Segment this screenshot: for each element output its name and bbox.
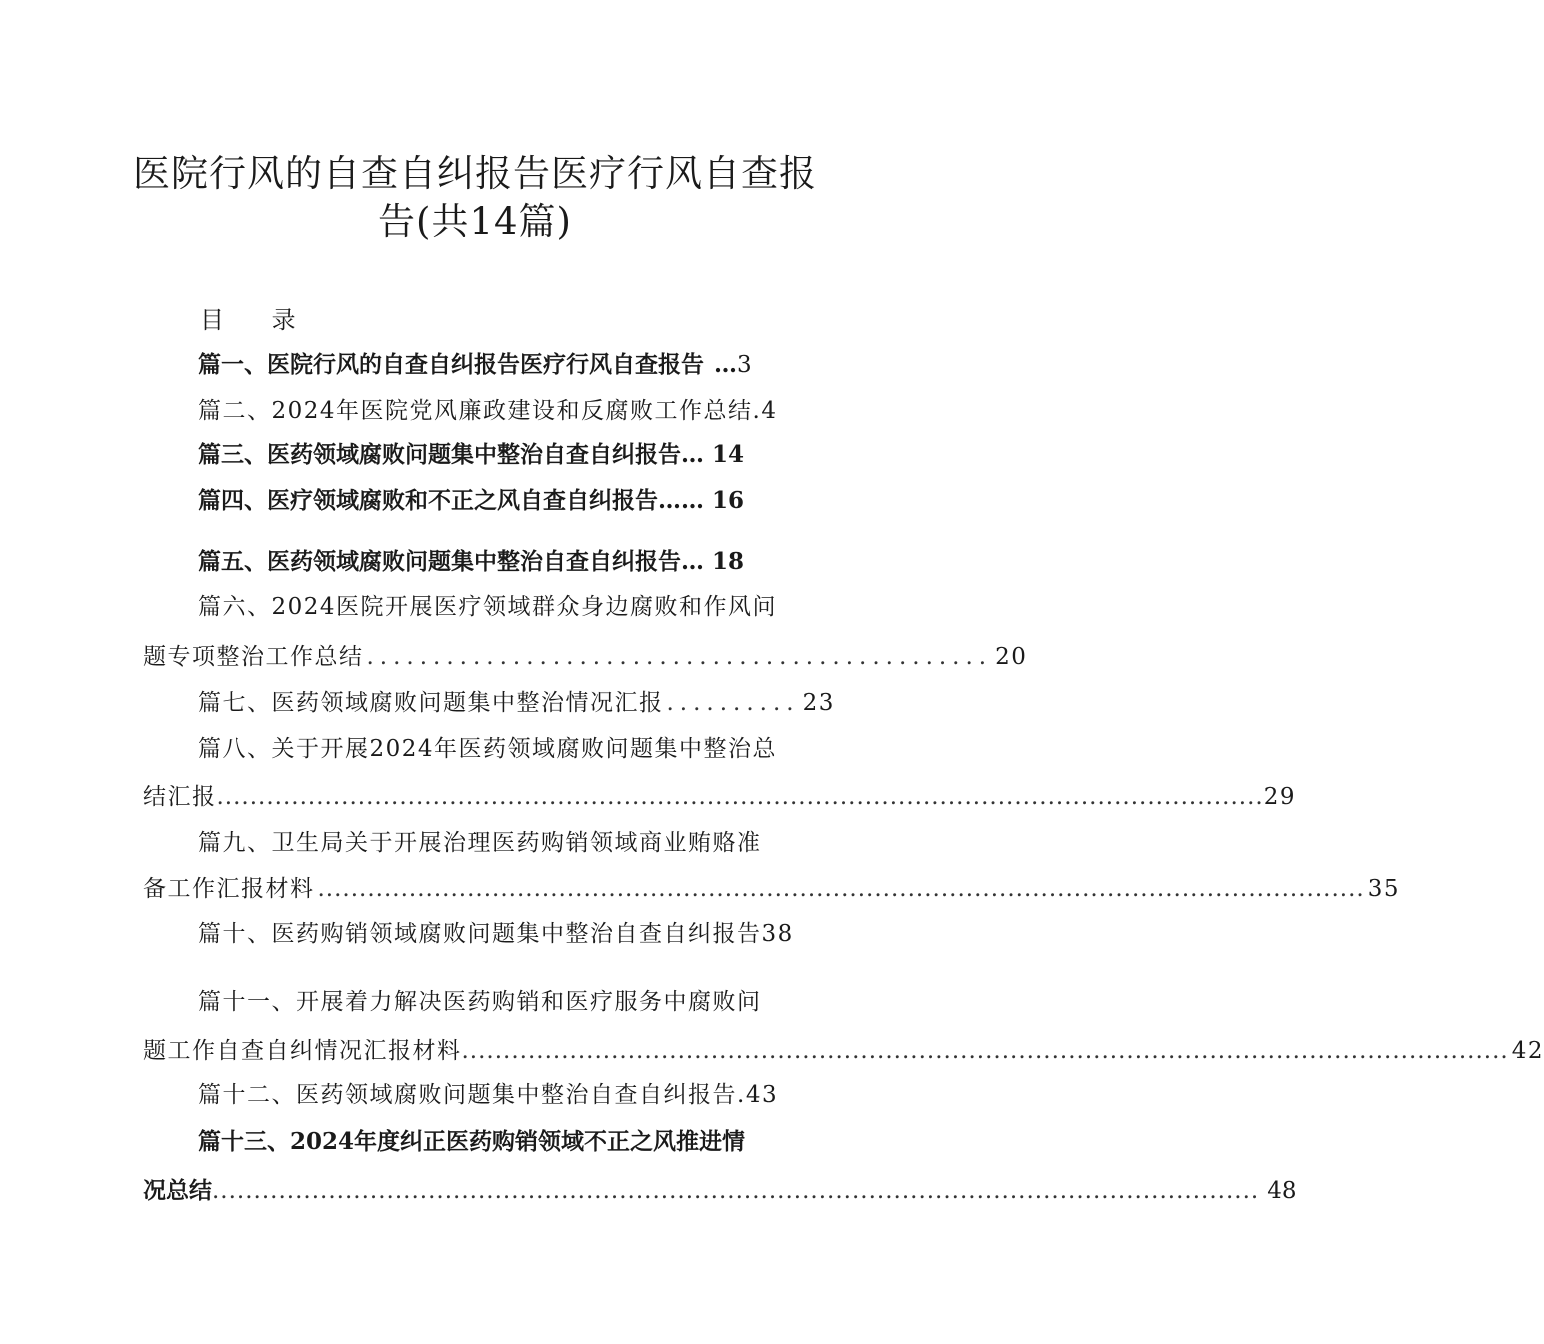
toc-entry-title: 篇九、卫生局关于开展治理医药购销领域商业贿赂准 [198, 830, 762, 856]
toc-entry-6-line-2[interactable] [143, 640, 1028, 674]
toc-entry-page: 20 [995, 644, 1028, 670]
toc-entry-ellipsis: . [752, 398, 762, 424]
toc-entry-5[interactable] [198, 545, 802, 579]
toc-entry-13-line-2[interactable] [143, 1174, 1297, 1208]
toc-entry-page: 14 [712, 441, 745, 468]
toc-entry-8-line-1[interactable] [198, 732, 818, 766]
toc-leader-dots: .......... [666, 690, 800, 716]
toc-entry-page: 38 [761, 921, 794, 947]
toc-entry-title-cont: 备工作汇报材料 [143, 876, 315, 902]
toc-leader-dots: .............................................................................................................................. [212, 1178, 1260, 1204]
toc-leader-dots: .............................................................................................................................. [216, 784, 1264, 810]
toc-entry-page: 3 [737, 352, 752, 378]
toc-entry-title-cont: 结汇报 [143, 784, 217, 810]
toc-entry-title: 篇十一、开展着力解决医药购销和医疗服务中腐败问 [198, 989, 762, 1015]
toc-entry-title: 篇一、医院行风的自查自纠报告医疗行风自查报告 [198, 351, 704, 378]
toc-entry-page: 29 [1263, 784, 1296, 810]
toc-entry-page: 16 [712, 487, 745, 514]
toc-entry-ellipsis: … [681, 441, 704, 468]
document-title-line-1: 医院行风的自查自纠报告医疗行风自查报 [133, 152, 817, 195]
toc-entry-title: 篇五、医药领域腐败问题集中整治自查自纠报告 [198, 548, 681, 575]
toc-entry-11-line-1[interactable] [198, 985, 818, 1019]
toc-entry-title-cont: 题专项整治工作总结 [143, 644, 364, 670]
toc-leader-dots: .............................................................................................................................. [317, 876, 1365, 902]
toc-entry-title: 篇八、关于开展2024年医药领域腐败问题集中整治总 [198, 736, 778, 762]
toc-entry-9-line-1[interactable] [198, 826, 818, 860]
toc-entry-title: 篇七、医药领域腐败问题集中整治情况汇报 [198, 690, 664, 716]
toc-entry-title: 篇十二、医药领域腐败问题集中整治自查自纠报告 [198, 1082, 737, 1108]
toc-entry-ellipsis: … [681, 548, 704, 575]
toc-entry-ellipsis: … [714, 351, 737, 378]
toc-entry-page: 4 [761, 398, 778, 424]
toc-entry-title: 篇六、2024医院开展医疗领域群众身边腐败和作风问 [198, 594, 778, 620]
toc-entry-8-line-2[interactable] [143, 780, 1296, 814]
toc-entry-page: 18 [712, 548, 745, 575]
toc-entry-9-line-2[interactable] [143, 872, 1400, 906]
toc-entry-ellipsis: . [737, 1082, 746, 1108]
toc-entry-title: 篇十、医药购销领域腐败问题集中整治自查自纠报告 [198, 921, 762, 947]
toc-entry-1[interactable] [198, 348, 802, 382]
toc-entry-page: 48 [1267, 1178, 1297, 1204]
toc-entry-4[interactable] [198, 484, 802, 518]
toc-entry-page: 43 [745, 1082, 779, 1108]
toc-leader-dots: ............................................... [366, 644, 993, 670]
toc-entry-title: 篇十三、2024年度纠正医药购销领域不正之风推进情 [198, 1128, 746, 1155]
toc-entry-title-cont: 况总结 [143, 1177, 212, 1204]
toc-entry-13-line-1[interactable] [198, 1125, 818, 1159]
toc-entry-title-cont: 题工作自查自纠情况汇报材料 [143, 1038, 462, 1064]
toc-entry-12[interactable] [198, 1078, 808, 1112]
toc-entry-ellipsis: …… [658, 487, 704, 514]
toc-entry-page: 35 [1367, 876, 1400, 902]
toc-entry-title: 篇二、2024年医院党风廉政建设和反腐败工作总结 [198, 398, 753, 424]
toc-entry-title: 篇三、医药领域腐败问题集中整治自查自纠报告 [198, 441, 681, 468]
toc-entry-10[interactable] [198, 917, 823, 951]
toc-entry-page: 42 [1511, 1038, 1544, 1064]
document-title-line-2: 告(共14篇) [378, 200, 572, 243]
toc-entry-page: 23 [802, 690, 835, 716]
toc-heading: 目 录 [200, 306, 316, 334]
toc-entry-3[interactable] [198, 438, 802, 472]
toc-entry-7[interactable] [198, 686, 835, 720]
toc-entry-2[interactable] [198, 394, 808, 428]
toc-entry-11-line-2[interactable] [143, 1034, 1544, 1068]
toc-entry-title: 篇四、医疗领域腐败和不正之风自查自纠报告 [198, 487, 658, 514]
toc-leader-dots: .............................................................................................................................. [461, 1038, 1509, 1064]
toc-entry-6-line-1[interactable] [198, 590, 818, 624]
